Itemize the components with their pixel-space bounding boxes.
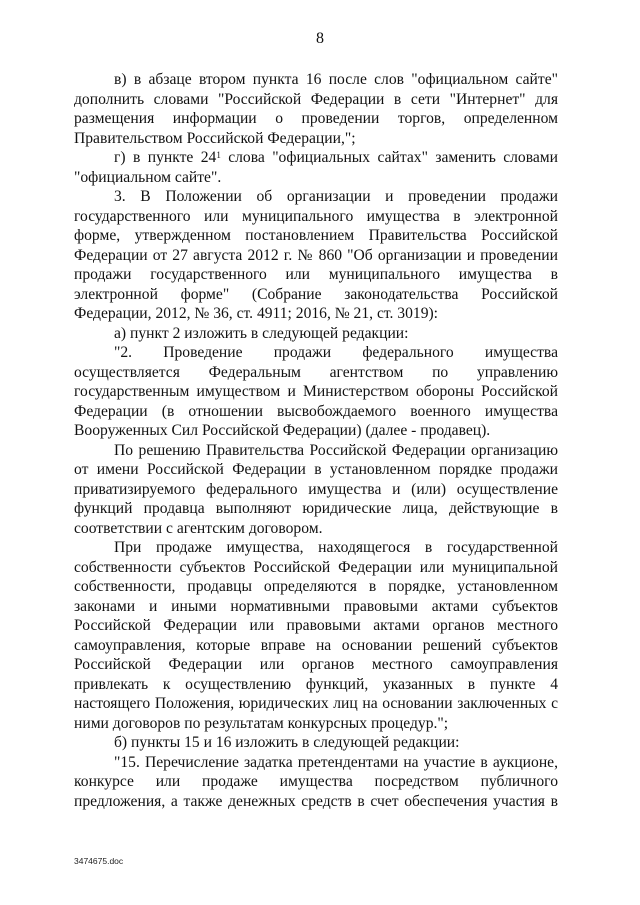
paragraph-g-text-after: слова "официальных сайтах" заменить словами "официальном сайте". (74, 149, 558, 186)
page-number: 8 (316, 30, 324, 47)
footer-document-code: 3474675.doc (74, 856, 124, 866)
paragraph-amendment-a: а) пункт 2 изложить в следующей редакции: (114, 324, 409, 342)
superscript-index: 1 (216, 150, 221, 160)
paragraph-amendment-v: в) в абзаце втором пункта 16 после слов "официальном сайте" дополнить словами "Российской Федерации в сети "Интернет" для размещения информации о проведении торгов, определенном Правительством Российской Федерации,"; (74, 71, 558, 147)
paragraph-amendment-g (74, 148, 558, 187)
paragraph-g-text-before: г) в пункте 24 (114, 149, 217, 166)
paragraph-quoted-point-15: "15. Перечисление задатка претендентами на участие в аукционе, конкурсе или продаже имущества посредством публичного предложения, а также денежных средств в счет обеспечения участия в (74, 753, 558, 810)
paragraph-amendment-b: б) пункты 15 и 16 изложить в следующей редакции: (114, 734, 460, 751)
paragraph-section-3: 3. В Положении об организации и проведении продажи государственного или муниципального имущества в электронной форме, утвержденном постановлением Правительства Российской Федерации от 27 августа 2012 г. № 860 "Об организации и проведении продажи государственного или муниципального имущества в электронной форме" (Собрание законодательства Российской Федерации, 2012, № 36, ст. 4911; 2016, № 21, ст. 3019): (74, 188, 558, 322)
document-body (74, 70, 558, 811)
paragraph-sale-of-property: При продаже имущества, находящегося в государственной собственности субъектов Российской Федерации или муниципальной собственности, продавцы определяются в порядке, установленном законами и иными нормативными правовыми актами субъектов Российской Федерации или правовыми актами органов местного самоуправления, которые вправе на основании решений субъектов Российской Федерации или органов местного самоуправления привлекать к осуществлению функций, указанных в пункте 4 настоящего Положения, юридических лиц на основании заключенных с ними договоров по результатам конкурсных процедур."; (74, 539, 558, 732)
paragraph-quoted-point-2: "2. Проведение продажи федерального имущества осуществляется Федеральным агентством по управлению государственным имуществом и Министерством обороны Российской Федерации (в отношении высвобождаемого военного имущества Вооруженных Сил Российской Федерации) (далее - продавец). (74, 344, 558, 439)
paragraph-government-decision: По решению Правительства Российской Федерации организацию от имени Российской Федерации в установленном порядке продажи приватизируемого федерального имущества и (или) осуществление функций продавца выполняют юридические лица, действующие в соответствии с агентским договором. (74, 441, 558, 537)
